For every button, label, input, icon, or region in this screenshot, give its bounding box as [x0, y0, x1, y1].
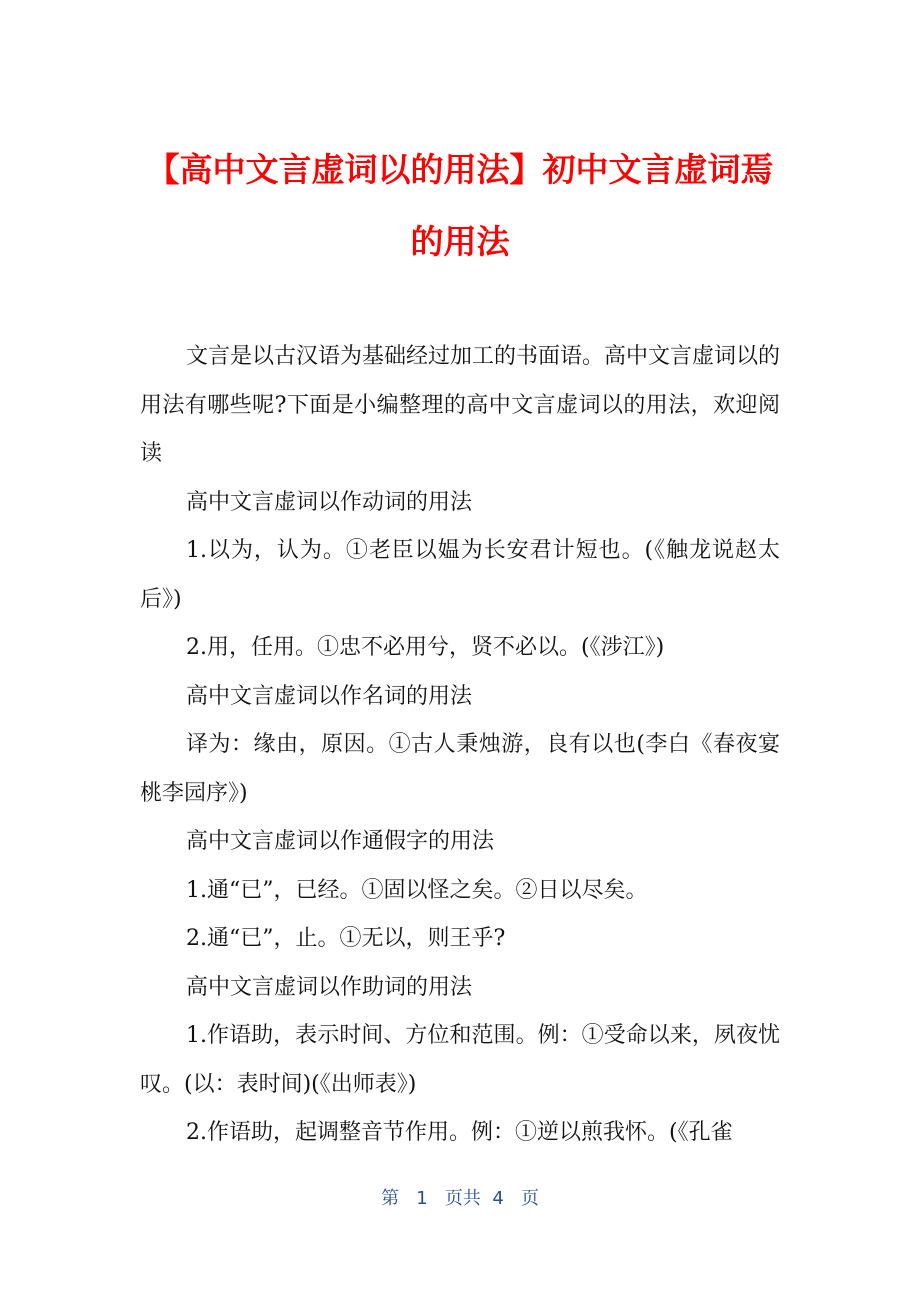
paragraph-intro: 文言是以古汉语为基础经过加工的书面语。高中文言虚词以的用法有哪些呢?下面是小编整理的高中文言虚词以的用法，欢迎阅读 [140, 344, 781, 466]
paragraph-particle-1: 1.作语助，表示时间、方位和范围。例：①受命以来，夙夜忧叹。(以：表时间)(《出师表》) [140, 1023, 780, 1097]
footer-label-ye: 页 [520, 1188, 539, 1209]
document-title-line-1: 【高中文言虚词以的用法】初中文言虚词焉 [146, 150, 774, 189]
paragraph-verb-2: 2.用，任用。①忠不必用兮，贤不必以。(《涉江》) [186, 635, 665, 660]
footer-current-page: 1 [416, 1188, 428, 1209]
footer-total-pages: 4 [492, 1188, 504, 1209]
document-body [140, 333, 780, 1158]
paragraph-verb-1: 1.以为，认为。①老臣以媪为长安君计短也。(《触龙说赵太后》) [140, 538, 780, 612]
section-heading-verb: 高中文言虚词以作动词的用法 [186, 489, 473, 515]
section-heading-noun: 高中文言虚词以作名词的用法 [186, 683, 473, 709]
footer-label-ye-gong: 页共 [444, 1188, 481, 1209]
paragraph-loanword-2: 2.通“已”，止。①无以，则王乎? [186, 926, 506, 951]
paragraph-noun: 译为：缘由，原因。①古人秉烛游，良有以也(李白《春夜宴桃李园序》) [140, 732, 780, 806]
section-heading-loanword: 高中文言虚词以作通假字的用法 [186, 829, 495, 854]
section-heading-particle: 高中文言虚词以作助词的用法 [186, 974, 473, 1000]
footer-label-di: 第 [381, 1188, 400, 1209]
page-footer [0, 1184, 920, 1210]
paragraph-particle-2: 2.作语助，起调整音节作用。例：①逆以煎我怀。(《孔雀 [186, 1120, 733, 1145]
paragraph-loanword-1: 1.通“已”，已经。①固以怪之矣。②日以尽矣。 [186, 877, 648, 903]
document-title-line-2: 的用法 [410, 222, 510, 261]
